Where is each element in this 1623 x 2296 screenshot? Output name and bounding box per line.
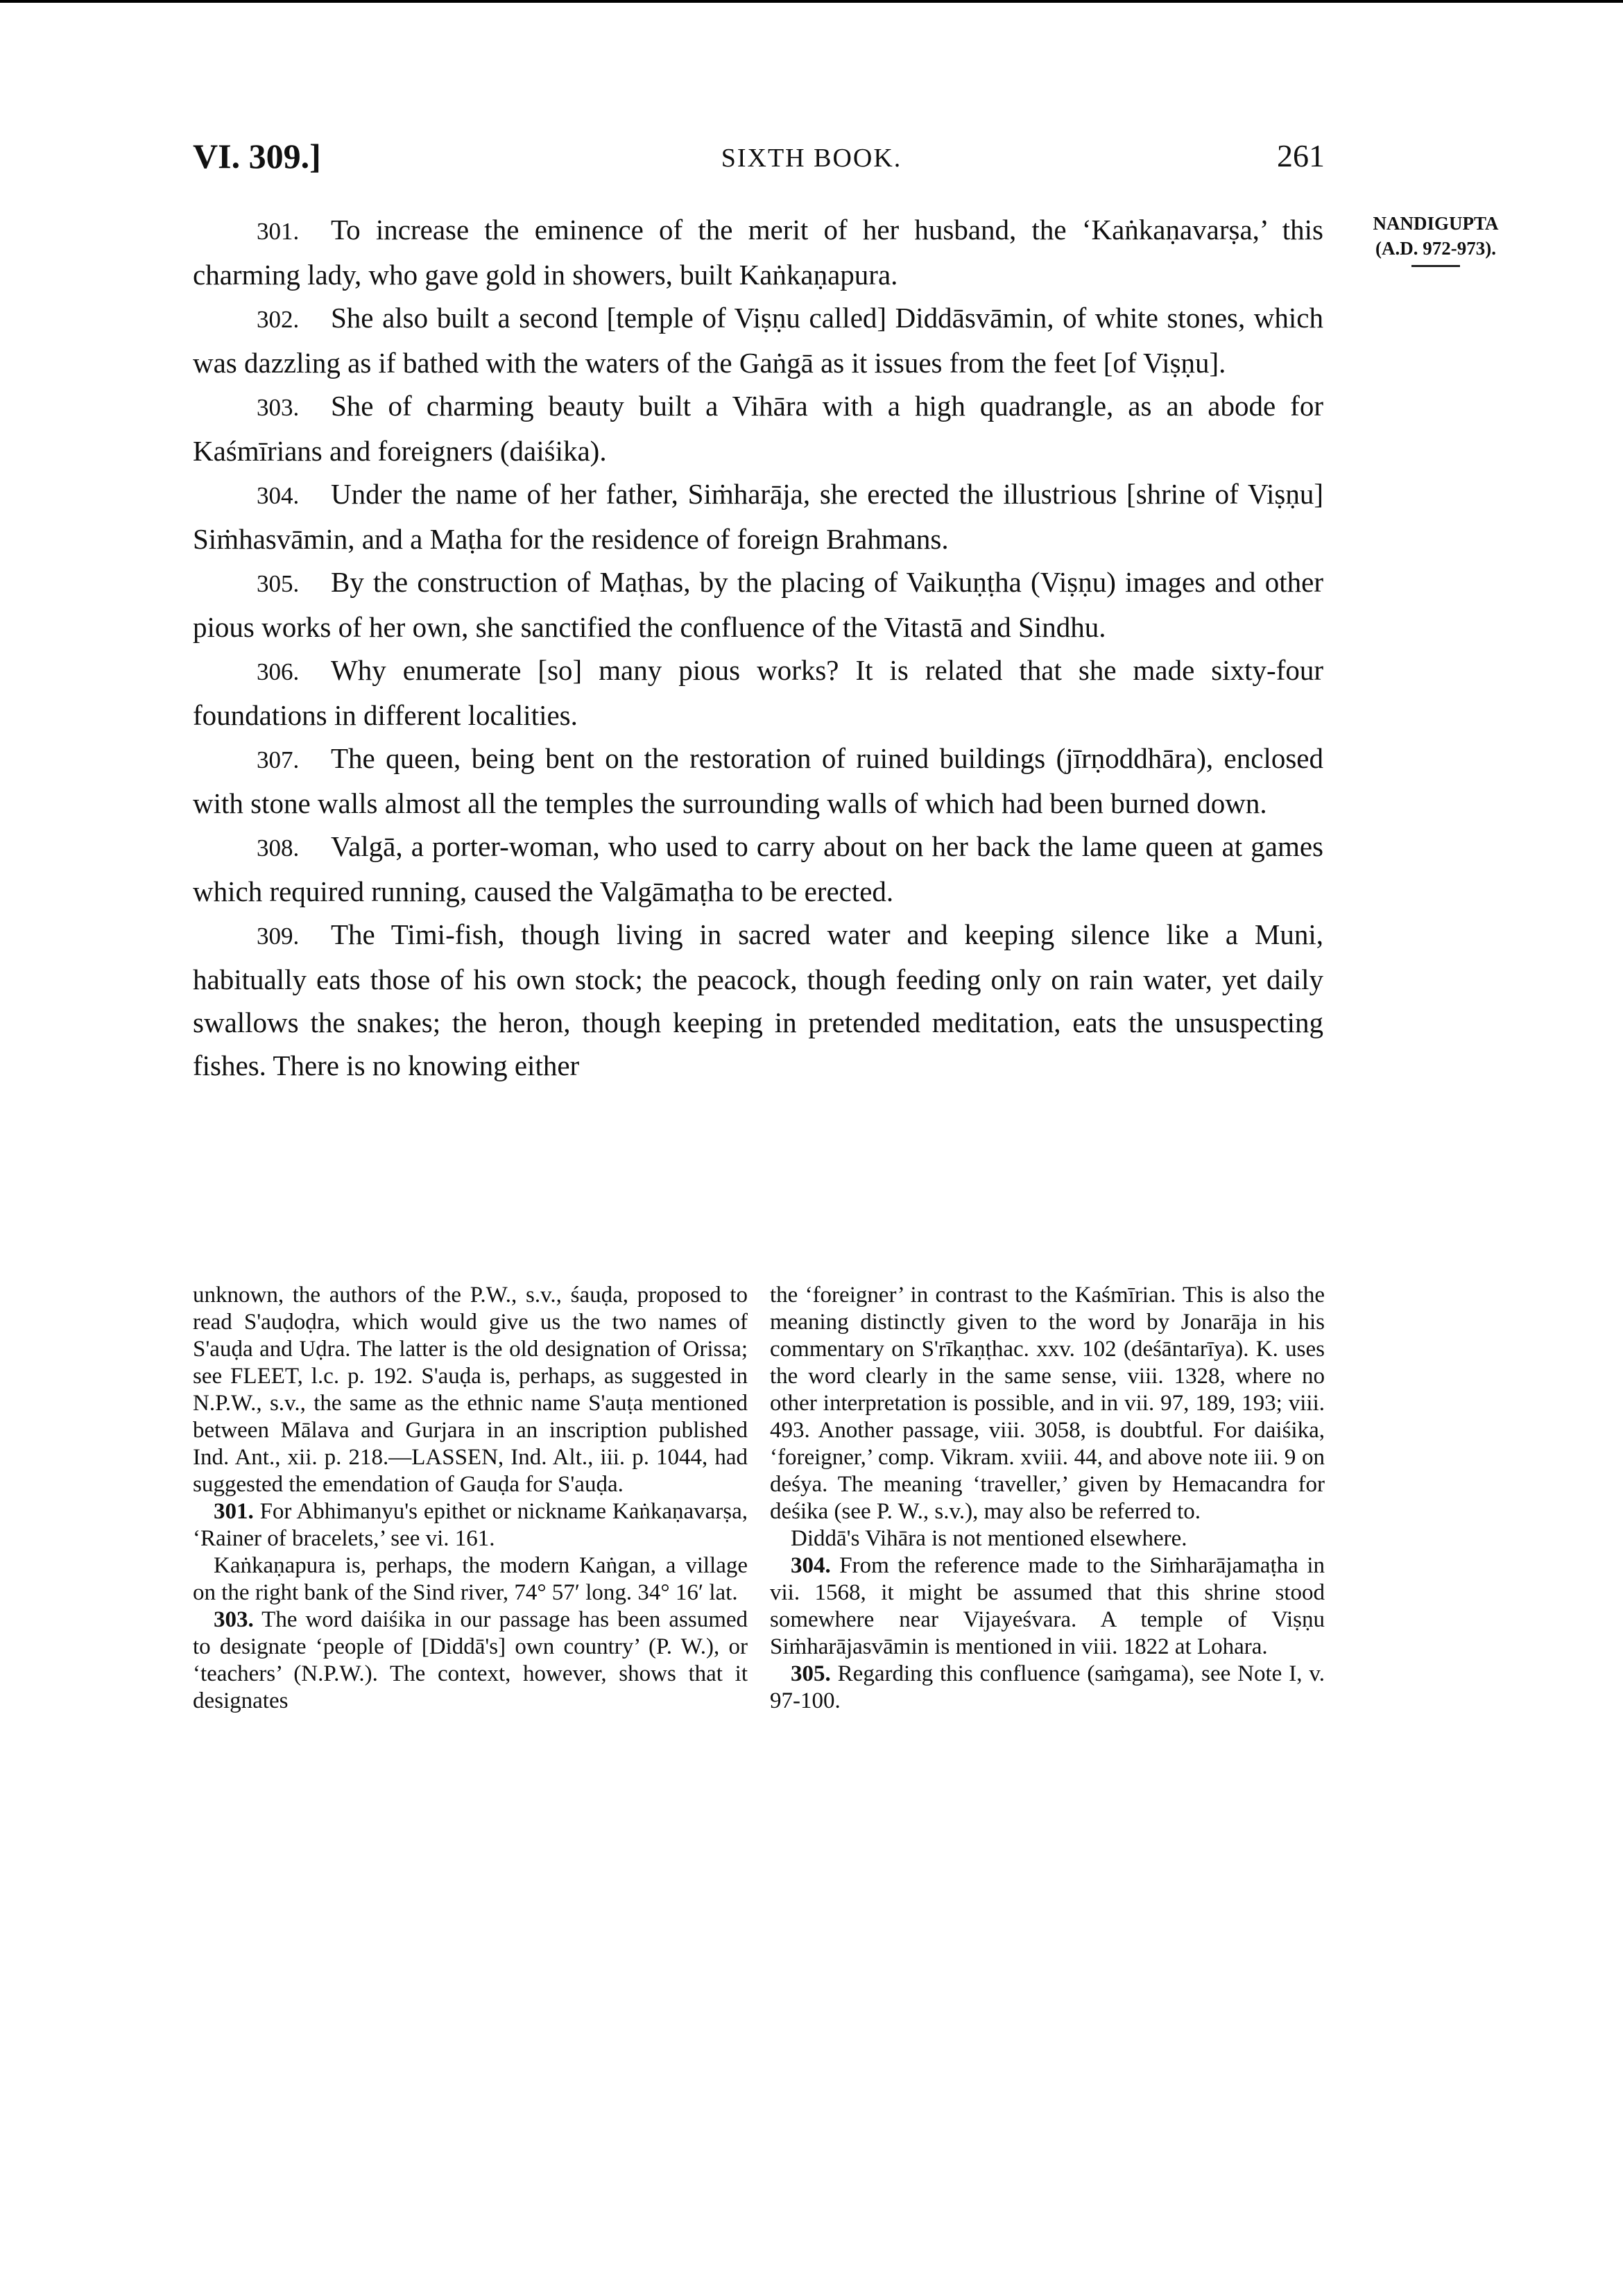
verse-text: To increase the eminence of the merit of her husband, the ‘Kaṅkaṇavarṣa,’ this charming lady, who gave gold in showers, built Kaṅkaṇapura. (193, 214, 1323, 291)
verse-text: The Timi-fish, though living in sacred water and keeping silence like a Muni, habitually eats those of his own stock; the peacock, though feeding only on rain water, yet daily swallows the snakes; the heron, though keeping in pretended meditation, eats the unsuspecting fishes. There is no knowing either (193, 918, 1323, 1081)
verse-text: Under the name of her father, Siṁharāja, she erected the illustrious [shrine of Viṣṇu] Siṁhasvāmin, and a Maṭha for the residence of foreign Brahmans. (193, 478, 1323, 555)
verse-text: Valgā, a porter-woman, who used to carry about on her back the lame queen at games which required running, caused the Valgāmaṭha to be erected. (193, 830, 1323, 907)
verse (193, 472, 1323, 560)
footnote-text: unknown, the authors of the P.W., s.v., śauḍa, proposed to read S'auḍoḍra, which would give us the two names of S'auḍa and Uḍra. The latter is the old designation of Orissa; see FLEET, l.c. p. 192. S'auḍa is, perhaps, as suggested in N.P.W., s.v., the same as the ethnic name S'auṭa mentioned between Mālava and Gurjara in an inscription published Ind. Ant., xii. p. 218.—LASSEN, Ind. Alt., iii. p. 1044, had suggested the emendation of Gauḍa for S'auḍa. (193, 1283, 748, 1497)
footnote (770, 1525, 1325, 1552)
footnote (193, 1498, 748, 1552)
margin-note (1363, 211, 1509, 267)
verse (193, 560, 1323, 649)
margin-note-dates: (A.D. 972-973). (1375, 238, 1496, 259)
verse-text: By the construction of Maṭhas, by the placing of Vaikuṇṭha (Viṣṇu) images and other pious works of her own, she sanctified the confluence of the Vitastā and Sindhu. (193, 566, 1323, 643)
footnote (770, 1282, 1325, 1525)
footnote-number: 301. (214, 1499, 254, 1524)
margin-note-rule (1411, 265, 1460, 267)
footnote (193, 1607, 748, 1715)
footnote-text: the ‘foreigner’ in contrast to the Kaśmīrian. This is also the meaning distinctly given to the word by Jonarāja in his commentary on S'rīkaṇṭhac. xxv. 102 (deśāntarīya). K. uses the word clearly in the same sense, viii. 1328, where no other interpretation is possible, and in vii. 97, 189, 193; viii. 493. Another passage, viii. 3058, is doubtful. For daiśika, ‘foreigner,’ comp. Vikram. xviii. 44, and above note iii. 9 on deśya. The meaning ‘traveller,’ given by Hemacandra for deśika (see P. W., s.v.), may also be referred to. (770, 1283, 1325, 1524)
verse (193, 913, 1323, 1087)
footnote (770, 1552, 1325, 1661)
footnote (193, 1552, 748, 1607)
verse-number: 303. (257, 394, 300, 421)
running-head-title: SIXTH BOOK. (721, 144, 902, 173)
verse-number: 302. (257, 306, 300, 333)
verse (193, 737, 1323, 825)
footnote-text: Kaṅkaṇapura is, perhaps, the modern Kaṅgan, a village on the right bank of the Sind river, 74° 57′ long. 34° 16′ lat. (193, 1553, 748, 1605)
footnote-text: From the reference made to the Siṁharājamaṭha in vii. 1568, it might be assumed that this shrine stood somewhere near Vijayeśvara. A temple of Viṣṇu Siṁharājasvāmin is mentioned in viii. 1822 at Lohara. (770, 1553, 1325, 1659)
footnote (193, 1282, 748, 1498)
footnote-text: Diddā's Vihāra is not mentioned elsewhere. (791, 1526, 1187, 1551)
verse (193, 825, 1323, 913)
verse (193, 384, 1323, 472)
page-number: 261 (1277, 138, 1325, 173)
verse-text: She of charming beauty built a Vihāra with a high quadrangle, as an abode for Kaśmīrians and foreigners (daiśika). (193, 390, 1323, 467)
verse-number: 304. (257, 482, 300, 509)
footnotes-left-column (193, 1282, 748, 1715)
verse-number: 308. (257, 834, 300, 862)
footnote-text: Regarding this confluence (saṁgama), see Note I, v. 97-100. (770, 1661, 1325, 1713)
verse-text: The queen, being bent on the restoration of ruined buildings (jīrṇoddhāra), enclosed with stone walls almost all the temples the surrounding walls of which had been burned down. (193, 742, 1323, 819)
verse (193, 208, 1323, 296)
top-border-line (0, 0, 1623, 3)
verse-text: She also built a second [temple of Viṣṇu called] Diddāsvāmin, of white stones, which was dazzling as if bathed with the waters of the Gaṅgā as it issues from the feet [of Viṣṇu]. (193, 302, 1323, 379)
running-head-section: VI. 309.] (193, 137, 321, 175)
footnote-text: The word daiśika in our passage has been assumed to designate ‘people of [Diddā's] own country’ (P. W.), or ‘teachers’ (N.P.W.). The context, however, shows that it designates (193, 1607, 748, 1713)
verse-text: Why enumerate [so] many pious works? It is related that she made sixty-four foundations in different localities. (193, 654, 1323, 731)
verse-number: 305. (257, 570, 300, 597)
footnote (770, 1661, 1325, 1715)
margin-note-name: NANDIGUPTA (1373, 213, 1499, 234)
verse (193, 649, 1323, 737)
footnotes-right-column (770, 1282, 1325, 1715)
footnote-number: 304. (791, 1553, 831, 1578)
verse-number: 307. (257, 746, 300, 773)
footnote-text: For Abhimanyu's epithet or nickname Kaṅkaṇavarṣa, ‘Rainer of bracelets,’ see vi. 161. (193, 1499, 748, 1551)
footnote-number: 303. (214, 1607, 254, 1632)
footnote-number: 305. (791, 1661, 831, 1686)
verse-number: 301. (257, 218, 300, 245)
verse (193, 296, 1323, 384)
verse-number: 306. (257, 658, 300, 685)
verse-number: 309. (257, 923, 300, 950)
main-text (193, 208, 1323, 1087)
